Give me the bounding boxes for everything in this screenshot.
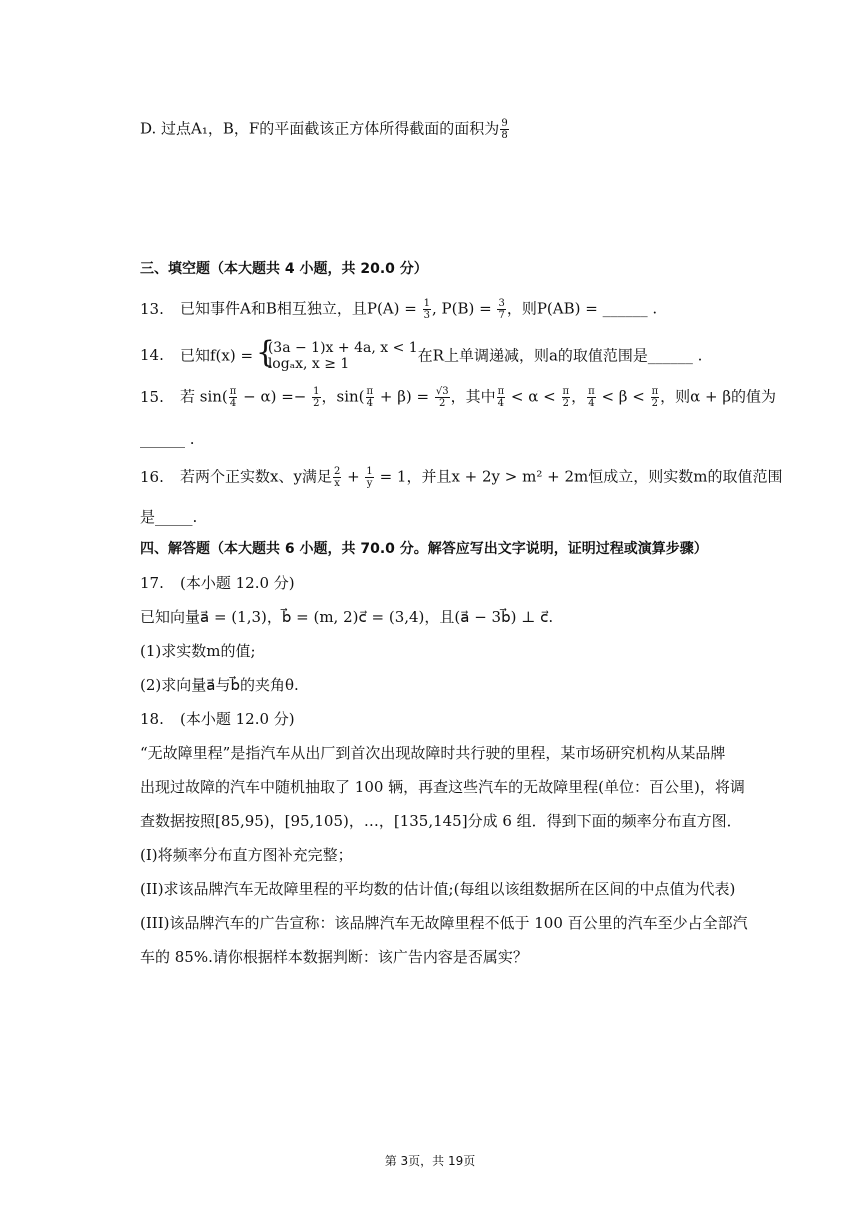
frac-numerator: π <box>562 386 570 397</box>
frac-denominator: 2 <box>439 398 446 409</box>
q18-part-2: (II)求该品牌汽车无故障里程的平均数的估计值;(每组以该组数据所在区间的中点值为代表) <box>140 880 736 898</box>
q18-paragraph-line-1: “无故障里程”是指汽车从出厂到首次出现故障时共行驶的里程，某市场研究机构从某品牌 <box>140 744 726 762</box>
frac-denominator: x <box>334 478 340 489</box>
section-heading-answer: 四、解答题（本大题共 6 小题，共 70.0 分。解答应写出文字说明，证明过程或演算步骤） <box>140 541 708 557</box>
piecewise-function <box>255 335 418 373</box>
frac-denominator: 2 <box>651 398 659 409</box>
q13-text-c: ，则P(AB) = ______ . <box>506 299 658 318</box>
frac-denominator: 4 <box>366 398 373 409</box>
option-d <box>140 118 510 141</box>
fraction <box>229 386 238 409</box>
frac-numerator: 1 <box>366 466 373 477</box>
frac-numerator: √3 <box>435 386 449 397</box>
question-number: 14. <box>140 346 164 365</box>
q18-part-1: (I)将频率分布直方图补充完整； <box>140 846 353 864</box>
frac-numerator: π <box>651 386 659 397</box>
q15-text: 若 sin( <box>180 387 228 406</box>
option-d-text: D. 过点A₁，B，F的平面截该正方体所得截面的面积为 <box>140 119 500 138</box>
q15-text: − α) =− <box>238 387 312 406</box>
frac-denominator: 2 <box>562 398 569 409</box>
fraction <box>312 386 320 409</box>
q15-text: ，sin( <box>321 387 365 406</box>
q17-line-1: 已知向量a⃗ = (1,3)，b⃗ = (m, 2)c⃗ = (3,4)，且(a⃗ − 3b⃗) ⊥ c⃗. <box>140 608 554 626</box>
q15-text: ， <box>571 387 587 406</box>
q18-paragraph-line-3: 查数据按照[85,95)，[95,105)，…，[135,145]分成 6 组．得到下面的频率分布直方图． <box>140 812 742 830</box>
question-number: 16. <box>140 467 164 486</box>
question-number: 18. <box>140 710 164 728</box>
q17-part-2: (2)求向量a⃗与b⃗的夹角θ. <box>140 676 299 694</box>
q18-part-3-line-1: (III)该品牌汽车的广告宣称：该品牌汽车无故障里程不低于 100 百公里的汽车至少占全部汽 <box>140 914 748 932</box>
q17-part-1: (1)求实数m的值; <box>140 642 256 660</box>
frac-numerator: 9 <box>501 118 508 129</box>
question-14 <box>140 335 703 373</box>
fraction <box>366 386 375 409</box>
q18-paragraph-line-2: 出现过故障的汽车中随机抽取了 100 辆，再查这些汽车的无故障里程(单位：百公里)，将调 <box>140 778 745 796</box>
question-15-line-2: ______ . <box>140 430 195 448</box>
fraction <box>562 386 571 409</box>
frac-numerator: π <box>229 386 237 397</box>
q14-text-a: 已知f(x) = <box>180 346 258 365</box>
q16-text-b: + <box>342 467 365 486</box>
frac-numerator: 3 <box>498 298 505 309</box>
fraction <box>587 386 596 409</box>
section-heading-fill-in: 三、填空题（本大题共 4 小题，共 20.0 分） <box>140 261 428 277</box>
question-13 <box>140 298 657 321</box>
frac-denominator: y <box>366 478 373 489</box>
question-score: (本小题 12.0 分) <box>180 710 295 728</box>
q15-text: ，则α + β的值为 <box>660 387 777 406</box>
fraction <box>497 386 506 409</box>
q15-text: < β < <box>596 387 650 406</box>
frac-numerator: π <box>366 386 374 397</box>
frac-denominator: 8 <box>501 130 508 141</box>
q15-text: ，其中 <box>450 387 496 406</box>
frac-numerator: 1 <box>313 386 320 397</box>
page-footer: 第 3页，共 19页 <box>384 1154 476 1168</box>
q13-text-a: 已知事件A和B相互独立，且P(A) = <box>180 299 422 318</box>
fraction <box>365 466 373 489</box>
brace-glyph: { <box>255 335 275 370</box>
question-number: 13. <box>140 299 164 318</box>
frac-numerator: 2 <box>333 466 341 477</box>
frac-denominator: 4 <box>497 398 505 409</box>
question-16-line-2: 是_____. <box>140 508 198 526</box>
question-18 <box>140 710 295 730</box>
piecewise-case-1: (3a − 1)x + 4a, x < 1 <box>267 340 418 356</box>
q15-text: + β) = <box>375 387 434 406</box>
frac-numerator: 1 <box>423 298 430 309</box>
q18-part-3-line-2: 车的 85%.请你根据样本数据判断：该广告内容是否属实？ <box>140 948 528 966</box>
question-15 <box>140 386 776 409</box>
fraction <box>651 386 660 409</box>
fraction <box>423 298 431 321</box>
question-16 <box>140 466 782 489</box>
q14-text-b: 在R上单调递减，则a的取值范围是______ . <box>417 346 703 365</box>
fraction <box>497 298 505 321</box>
frac-denominator: 4 <box>588 398 595 409</box>
frac-denominator: 4 <box>229 398 237 409</box>
q15-text: < α < <box>506 387 561 406</box>
q16-text-c: = 1，并且x + 2y > m² + 2m恒成立，则实数m的取值范围 <box>374 467 783 486</box>
frac-denominator: 2 <box>313 398 320 409</box>
fraction <box>435 386 450 409</box>
frac-denominator: 3 <box>423 310 430 321</box>
fraction <box>500 118 508 141</box>
q13-text-b: , P(B) = <box>431 299 497 318</box>
question-score: (本小题 12.0 分) <box>180 574 295 592</box>
question-number: 15. <box>140 387 164 406</box>
question-17 <box>140 574 295 594</box>
q16-text-a: 若两个正实数x、y满足 <box>180 467 332 486</box>
question-number: 17. <box>140 574 164 592</box>
piecewise-case-2: logₐx, x ≥ 1 <box>267 356 350 373</box>
frac-denominator: 7 <box>498 310 505 321</box>
fraction <box>333 466 341 489</box>
frac-numerator: π <box>497 386 505 397</box>
frac-numerator: π <box>588 386 595 397</box>
